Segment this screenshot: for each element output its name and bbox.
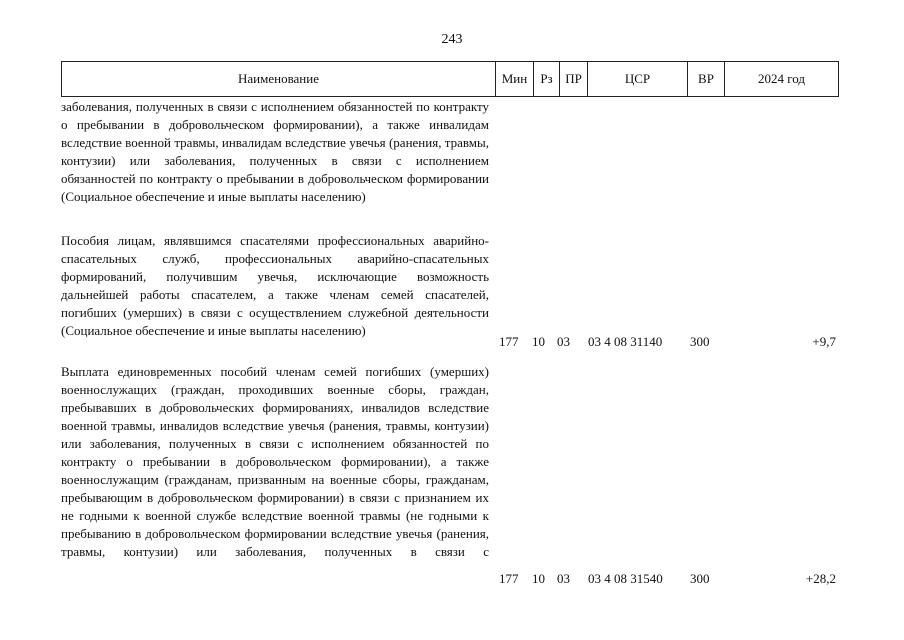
page-number: 243 xyxy=(441,32,463,47)
cell-min: 177 xyxy=(499,334,519,349)
cell-pr: 03 xyxy=(557,571,570,586)
table-row-text: Выплата единовременных пособий членам семей погибших (умерших) военнослужащих (граждан, проходивших военные сборы, граждан, пребывавших в добровольческих формированиях, инвалидов вследствие военной травмы, инвалидов вследствие увечья (ранения, травмы, контузии) или заболевания, полученных в связи с исполнением обязанностей по контракту о пребывании в добровольческом формировании), а также военнослужащим (гражданам, призванным на военные сборы, гражданам, пребывающим в добровольческом формировании) в связи с признанием их не годными к военной службе вследствие военной травмы (не годными к пребыванию в добровольческом формировании вследствие увечья (ранения, травмы, контузии) или заболевания, полученных в связи с xyxy=(61,364,489,559)
table-row-text: Пособия лицам, являвшимся спасателями профессиональных аварийно-спасательных служб, профессиональных аварийно-спасательных формирований, получившим увечья, исключающие возможность дальнейшей работы спасателем, а также членам семей спасателей, погибших (умерших) в связи с осуществлением служебной деятельности (Социальное обеспечение и иные выплаты населению) xyxy=(61,233,489,338)
cell-vr: 300 xyxy=(690,334,710,349)
header-name: Наименование xyxy=(238,71,319,86)
cell-vr: 300 xyxy=(690,571,710,586)
header-csr: ЦСР xyxy=(587,62,687,96)
header-pr: ПР xyxy=(559,62,587,96)
cell-value: +28,2 xyxy=(805,571,836,586)
header-rz: Рз xyxy=(533,62,559,96)
cell-rz: 10 xyxy=(532,334,545,349)
cell-csr: 03 4 08 31140 xyxy=(588,334,663,349)
table-header xyxy=(61,61,839,97)
cell-min: 177 xyxy=(499,571,519,586)
header-min: Мин xyxy=(495,62,533,96)
cell-pr: 03 xyxy=(557,334,570,349)
cell-csr: 03 4 08 31540 xyxy=(588,571,663,586)
table-row-text: заболевания, полученных в связи с исполнением обязанностей по контракту о пребывании в добровольческом формировании), а также инвалидам вследствие военной травмы, инвалидам вследствие увечья (ранения, травмы, контузии) или заболевания, полученных в связи с исполнением обязанностей по контракту о пребывании в добровольческом формировании (Социальное обеспечение и иные выплаты населению) xyxy=(61,99,489,204)
cell-value: +9,7 xyxy=(812,334,836,349)
header-vr: ВР xyxy=(687,62,724,96)
cell-rz: 10 xyxy=(532,571,545,586)
header-year: 2024 год xyxy=(724,62,838,96)
